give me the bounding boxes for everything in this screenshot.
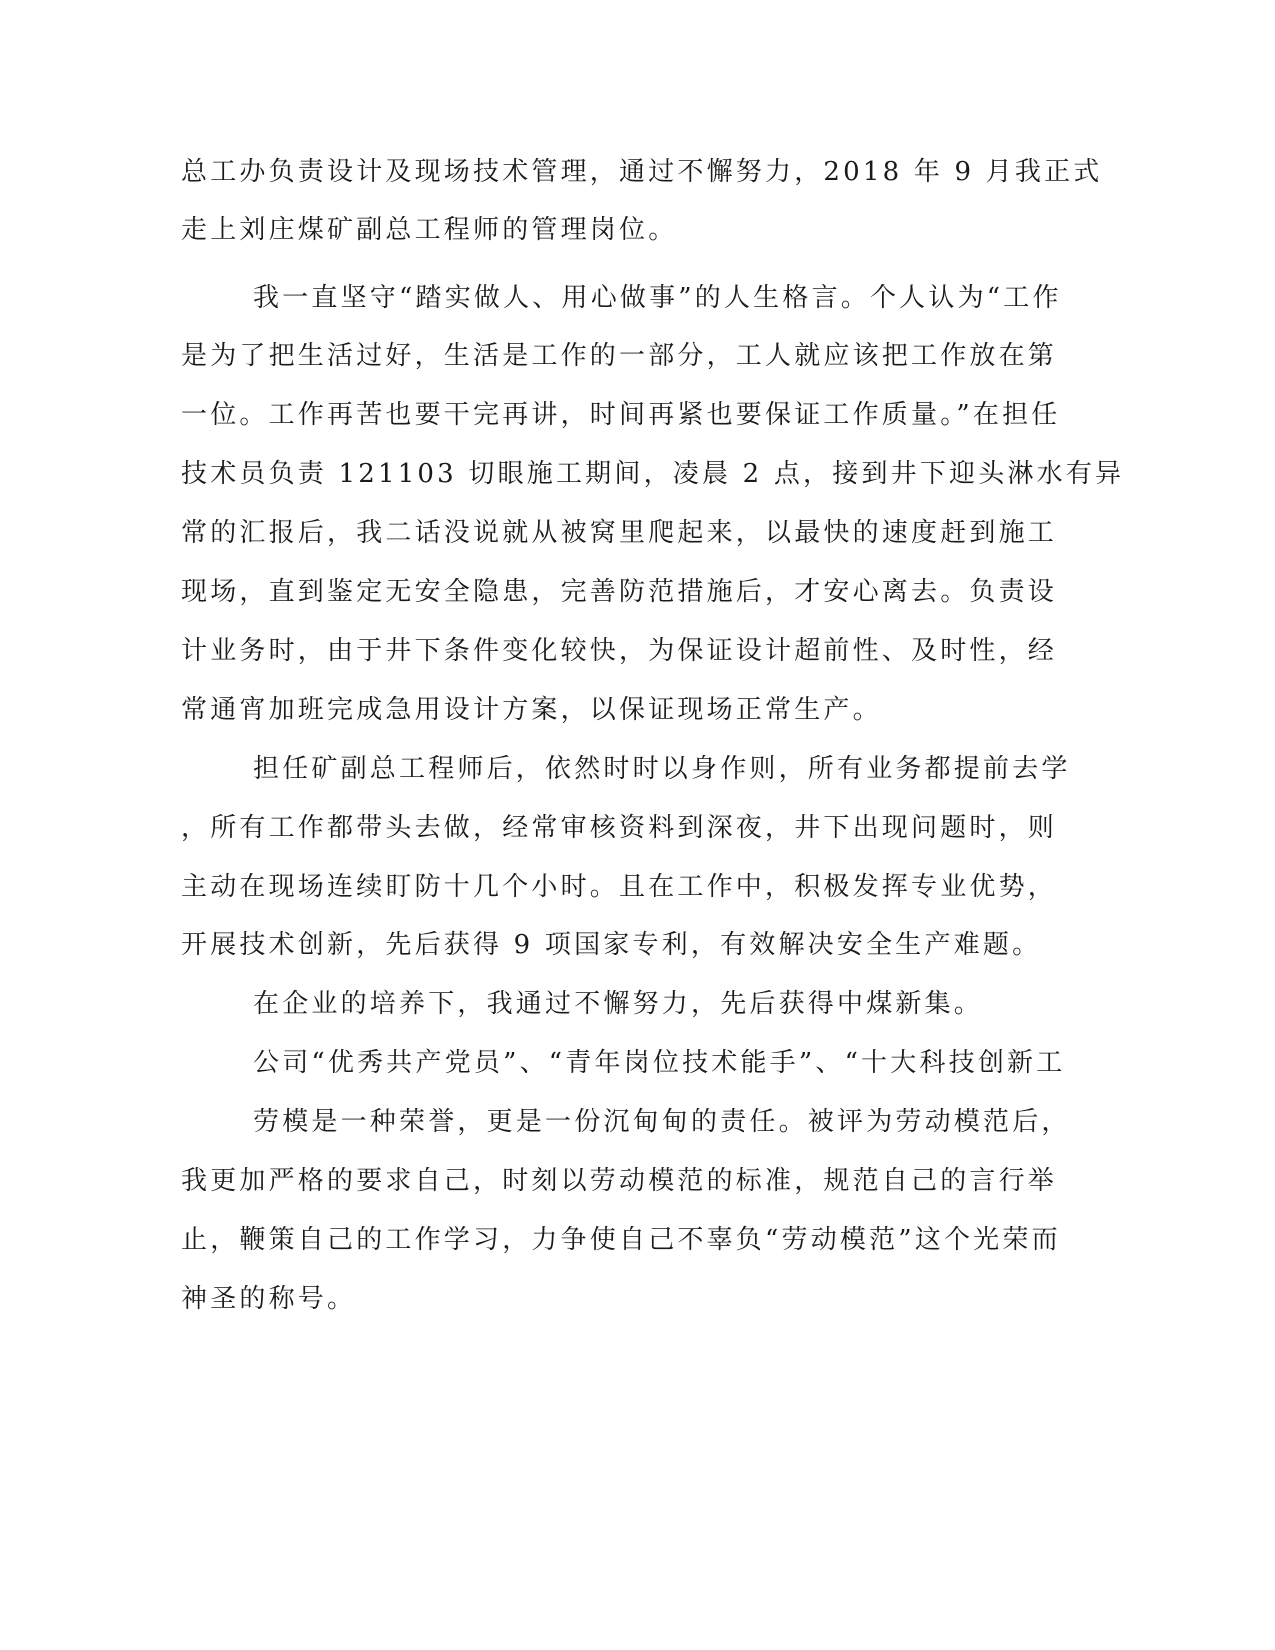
text-line: 神圣的称号。 [181, 1284, 357, 1314]
paragraph-start-line: 公司“优秀共产党员”、“青年岗位技术能手”、“十大科技创新工 [253, 1048, 1066, 1078]
text-line: 一位。工作再苦也要干完再讲，时间再紧也要保证工作质量。”在担任 [181, 400, 1061, 430]
text-line: ，所有工作都带头去做，经常审核资料到深夜，井下出现问题时，则 [181, 813, 1058, 843]
text-line: 开展技术创新，先后获得 9 项国家专利，有效解决安全生产难题。 [181, 930, 1042, 960]
paragraph-start-line: 劳模是一种荣誉，更是一份沉甸甸的责任。被评为劳动模范后， [253, 1107, 1071, 1137]
text-line: 常通宵加班完成急用设计方案，以保证现场正常生产。 [181, 695, 882, 725]
text-line: 走上刘庄煤矿副总工程师的管理岗位。 [181, 215, 678, 245]
text-line: 是为了把生活过好，生活是工作的一部分，工人就应该把工作放在第 [181, 341, 1058, 371]
text-line: 我更加严格的要求自己，时刻以劳动模范的标准，规范自己的言行举 [181, 1166, 1058, 1196]
paragraph-start-line: 担任矿副总工程师后，依然时时以身作则，所有业务都提前去学 [253, 754, 1071, 784]
paragraph-start-line: 我一直坚守“踏实做人、用心做事”的人生格言。个人认为“工作 [253, 283, 1062, 313]
text-line: 现场，直到鉴定无安全隐患，完善防范措施后，才安心离去。负责设 [181, 577, 1058, 607]
text-line: 止，鞭策自己的工作学习，力争使自己不辜负“劳动模范”这个光荣而 [181, 1225, 1061, 1255]
text-line: 常的汇报后，我二话没说就从被窝里爬起来，以最快的速度赶到施工 [181, 518, 1058, 548]
paragraph-start-line: 在企业的培养下，我通过不懈努力，先后获得中煤新集。 [253, 989, 984, 1019]
text-line: 计业务时，由于井下条件变化较快，为保证设计超前性、及时性，经 [181, 636, 1058, 666]
text-line: 总工办负责设计及现场技术管理，通过不懈努力，2018 年 9 月我正式 [181, 157, 1103, 187]
text-line: 技术员负责 121103 切眼施工期间，凌晨 2 点，接到井下迎头淋水有异 [181, 459, 1125, 489]
text-line: 主动在现场连续盯防十几个小时。且在工作中，积极发挥专业优势， [181, 872, 1058, 902]
